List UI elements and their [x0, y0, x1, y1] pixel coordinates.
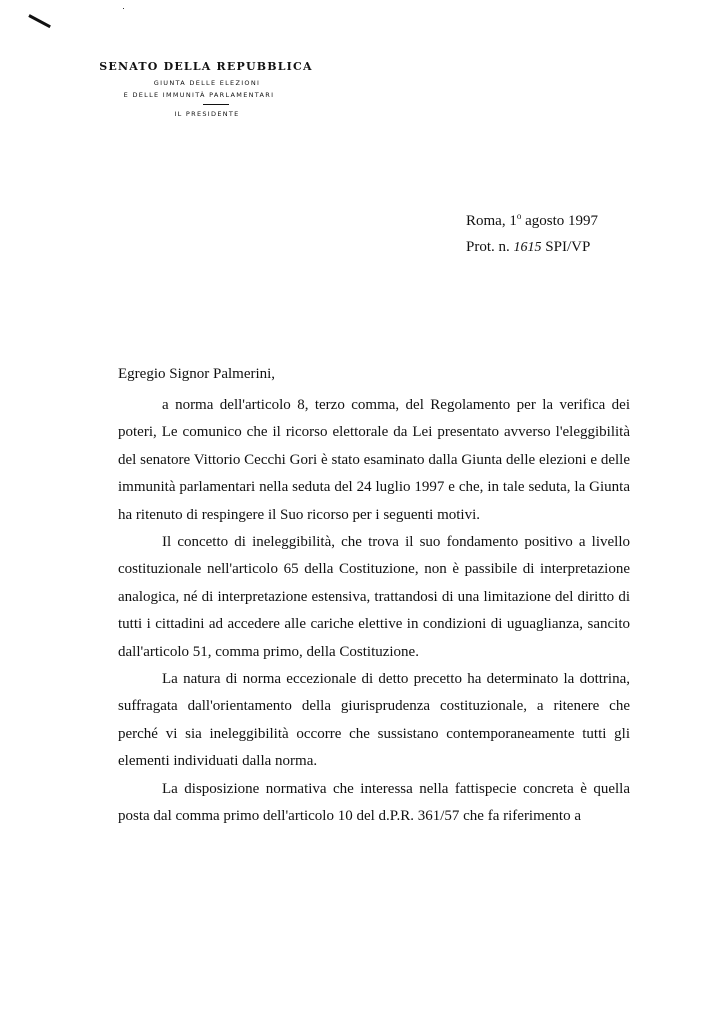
letterhead-office: IL PRESIDENTE: [174, 110, 240, 118]
protocol-prefix: Prot. n.: [466, 239, 514, 255]
letterhead: [70, 60, 330, 120]
letterhead-committee-line1: GIUNTA DELLE ELEZIONI: [153, 79, 261, 87]
letterhead-title: SENATO DELLA REPUBBLICA: [99, 60, 313, 73]
scan-artifact-dot: [123, 8, 124, 9]
letterhead-divider: [203, 104, 229, 105]
place-date-prefix: Roma, 1: [466, 213, 517, 229]
body-paragraph: a norma dell'articolo 8, terzo comma, del Regolamento per la verifica dei poteri, Le comunico che il ricorso elettorale da Lei presentato avverso l'eleggibilità del senatore Vittorio Cecchi Gori è stato esaminato dalla Giunta delle elezioni e delle immunità parlamentari nella seduta del 24 luglio 1997 e che, in tale seduta, la Giunta ha ritenuto di respingere il Suo ricorso per i seguenti motivi.: [118, 397, 630, 523]
place-date-suffix: agosto 1997: [521, 213, 599, 229]
body-paragraph: Il concetto di ineleggibilità, che trova il suo fondamento positivo a livello costituzionale nell'articolo 65 della Costituzione, non è passibile di interpretazione analogica, né di interpretazione estensiva, trattandosi di una limitazione del diritto di tutti i cittadini ad accedere alle cariche elettive in condizioni di uguaglianza, sancito dall'articolo 51, comma primo, della Costituzione.: [118, 534, 630, 660]
letterhead-committee-line2: E DELLE IMMUNITÀ PARLAMENTARI: [123, 91, 275, 99]
scan-artifact-stroke: [28, 14, 51, 28]
protocol-handwritten-number: 1615: [513, 240, 542, 255]
letter-body: [118, 392, 630, 831]
body-paragraph: La disposizione normativa che interessa nella fattispecie concreta è quella posta dal comma primo dell'articolo 10 del d.P.R. 361/57 che fa riferimento a: [118, 780, 630, 825]
letter-meta: [466, 203, 598, 261]
protocol-number: [466, 234, 598, 261]
ordinal-indicator: o: [516, 211, 522, 221]
salutation: Egregio Signor Palmerini,: [118, 366, 276, 382]
protocol-suffix: SPI/VP: [541, 239, 591, 255]
body-paragraph: La natura di norma eccezionale di detto precetto ha determinato la dottrina, suffragata dall'orientamento della giurisprudenza costituzionale, a ritenere che perché vi sia ineleggibilità occorre che sussistano contemporaneamente tutti gli elementi individuati dalla norma.: [118, 671, 630, 770]
place-date: [466, 203, 598, 234]
